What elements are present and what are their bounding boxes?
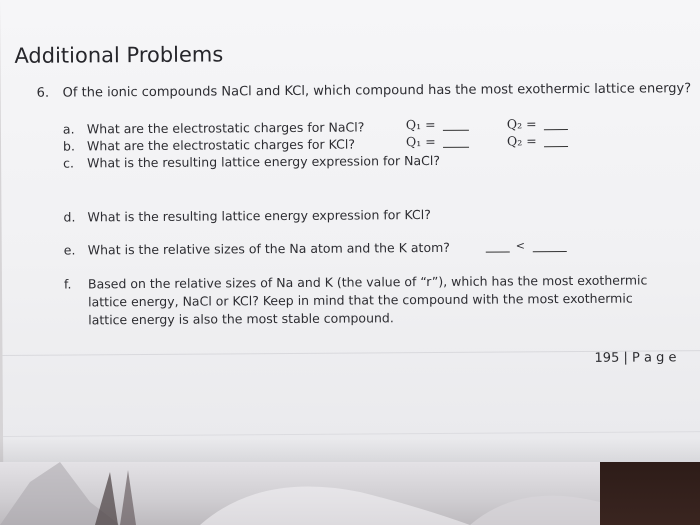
item-b-text: What are the electrostatic charges for KCl? [86, 136, 355, 154]
item-c-text: What is the resulting lattice energy expression for NaCl? [87, 152, 440, 171]
item-e-blank-left [486, 251, 510, 252]
item-b-q1-label: Q₁ = [405, 133, 436, 150]
item-b-letter: b. [62, 138, 75, 154]
item-b-q1-blank [443, 147, 469, 148]
question-text: Of the ionic compounds NaCl and KCl, which compound has the most exothermic lattice energy? [62, 81, 692, 101]
item-d-letter: d. [63, 209, 76, 225]
fabric-folds [0, 462, 700, 525]
item-b-q2-blank [544, 146, 568, 147]
page-number: 195 | P a g e [594, 350, 677, 366]
item-c-letter: c. [63, 155, 75, 171]
item-d-text: What is the resulting lattice energy expression for KCl? [87, 206, 431, 225]
item-e-blank-right [533, 251, 567, 252]
question-number: 6. [36, 85, 50, 101]
item-a-q2-blank [544, 129, 568, 130]
page-bottom-divider [3, 431, 700, 437]
item-e-comparator: < [515, 239, 525, 253]
item-f-letter: f. [63, 276, 72, 292]
item-a-q2-label: Q₂ = [506, 116, 537, 132]
section-heading: Additional Problems [14, 42, 224, 68]
dark-corner-object [600, 462, 700, 525]
item-e-letter: e. [63, 242, 76, 258]
item-e-text: What is the relative sizes of the Na atom and the K atom? [87, 239, 450, 258]
item-a-text: What are the electrostatic charges for NaCl? [86, 119, 365, 137]
item-a-letter: a. [62, 121, 75, 137]
item-f-line-3: lattice energy is also the most stable compound. [88, 310, 394, 328]
item-b-q2-label: Q₂ = [506, 133, 537, 149]
item-f-line-2: lattice energy, NaCl or KCl? Keep in mind that the compound with the most exothermic [88, 290, 633, 310]
item-a-q1-label: Q₁ = [405, 116, 436, 133]
item-a-q1-blank [443, 130, 469, 131]
item-f-line-1: Based on the relative sizes of Na and K (the value of “r”), which has the most exothermic [87, 272, 648, 292]
